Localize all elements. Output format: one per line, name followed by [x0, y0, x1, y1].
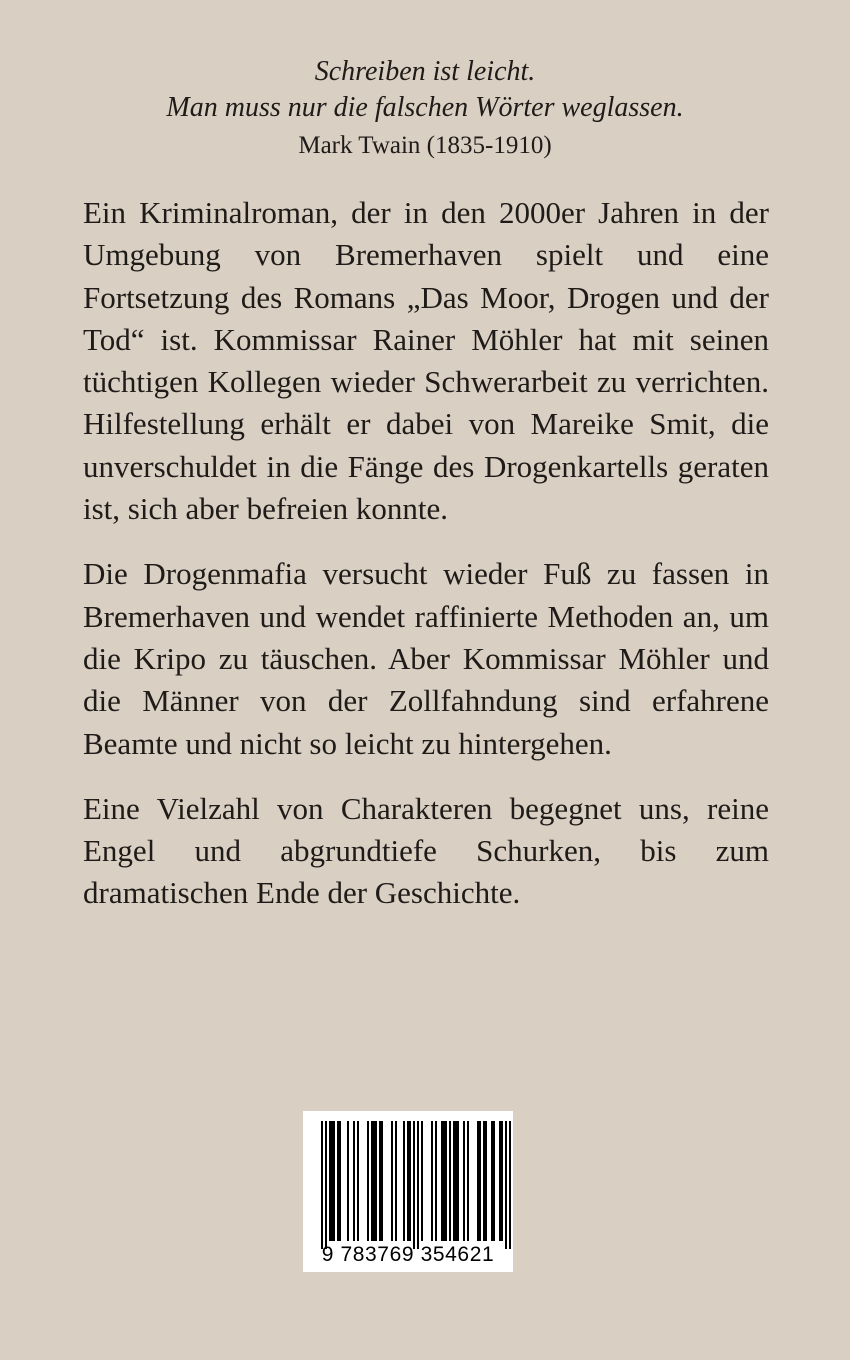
barcode-bar	[321, 1121, 323, 1249]
barcode-bar	[367, 1121, 369, 1241]
barcode-bar	[453, 1121, 455, 1241]
blurb-text	[83, 192, 769, 938]
barcode-bar	[403, 1121, 405, 1241]
barcode-bar	[409, 1121, 411, 1241]
isbn-number: 9 783769 354621	[321, 1243, 495, 1266]
barcode-bar	[467, 1121, 469, 1241]
barcode-bar	[505, 1121, 507, 1249]
barcode-bar	[493, 1121, 495, 1241]
barcode-bar	[357, 1121, 359, 1241]
quote-line-1: Schreiben ist leicht.	[314, 56, 536, 87]
barcode-bar	[333, 1121, 335, 1241]
barcode-bar	[421, 1121, 423, 1241]
barcode-bar	[463, 1121, 465, 1241]
barcode-bar	[413, 1121, 415, 1249]
blurb-paragraph-2: Die Drogenmafia versucht wieder Fuß zu fassen in Bremerhaven und wendet raffinierte Methoden an, um die Kripo zu täuschen. Aber Kommissar Möhler und die Männer von der Zollfahndung sind erfahrene Beamte und nicht so leicht zu hintergehen.	[83, 556, 769, 761]
barcode-bar	[379, 1121, 381, 1241]
barcode-bar	[373, 1121, 375, 1241]
blurb-paragraph-3: Eine Vielzahl von Charakteren begegnet uns, reine Engel und abgrundtiefe Schurken, bis zum dramatischen Ende der Geschichte.	[83, 790, 769, 911]
barcode-bar	[509, 1121, 511, 1249]
barcode-bar	[449, 1121, 451, 1241]
epigraph-quote	[0, 54, 850, 162]
quote-line-2: Man muss nur die falschen Wörter weglassen.	[166, 92, 684, 123]
barcode-bar	[499, 1121, 501, 1241]
isbn-barcode	[303, 1111, 513, 1272]
barcode-bar	[455, 1121, 457, 1241]
barcode-bar	[431, 1121, 433, 1241]
barcode-bar	[479, 1121, 481, 1241]
barcode-bar	[375, 1121, 377, 1241]
blurb-paragraph-1: Ein Kriminalroman, der in den 2000er Jahren in der Umgebung von Bremerhaven spielt und eine Fortsetzung des Romans „Das Moor, Drogen und der Tod“ ist. Kommissar Rainer Möhler hat mit seinen tüchtigen Kollegen wieder Schwerarbeit zu verrichten. Hilfestellung erhält er dabei von Mareike Smit, die unverschuldet in die Fänge des Drogenkartells geraten ist, sich aber befreien konnte.	[83, 195, 769, 527]
barcode-bar	[347, 1121, 349, 1241]
barcode-bar	[445, 1121, 447, 1241]
barcode-bar	[501, 1121, 503, 1241]
barcode-bar	[339, 1121, 341, 1241]
barcode-bar	[485, 1121, 487, 1241]
barcode-bar	[371, 1121, 373, 1241]
barcode-bar	[477, 1121, 479, 1241]
barcode-bar	[331, 1121, 333, 1241]
barcode-bar	[491, 1121, 493, 1241]
barcode-bar	[407, 1121, 409, 1241]
barcode-bar	[457, 1121, 459, 1241]
barcode-bar	[329, 1121, 331, 1241]
barcode-bar	[353, 1121, 355, 1241]
barcode-bar	[325, 1121, 327, 1249]
barcode-bar	[337, 1121, 339, 1241]
barcode-bar	[443, 1121, 445, 1241]
barcode-bar	[483, 1121, 485, 1241]
barcode-bar	[417, 1121, 419, 1249]
quote-author: Mark Twain (1835-1910)	[298, 132, 552, 159]
barcode-bar	[441, 1121, 443, 1241]
barcode-bar	[381, 1121, 383, 1241]
barcode-bar	[435, 1121, 437, 1241]
barcode-bar	[395, 1121, 397, 1241]
barcode-bar	[391, 1121, 393, 1241]
